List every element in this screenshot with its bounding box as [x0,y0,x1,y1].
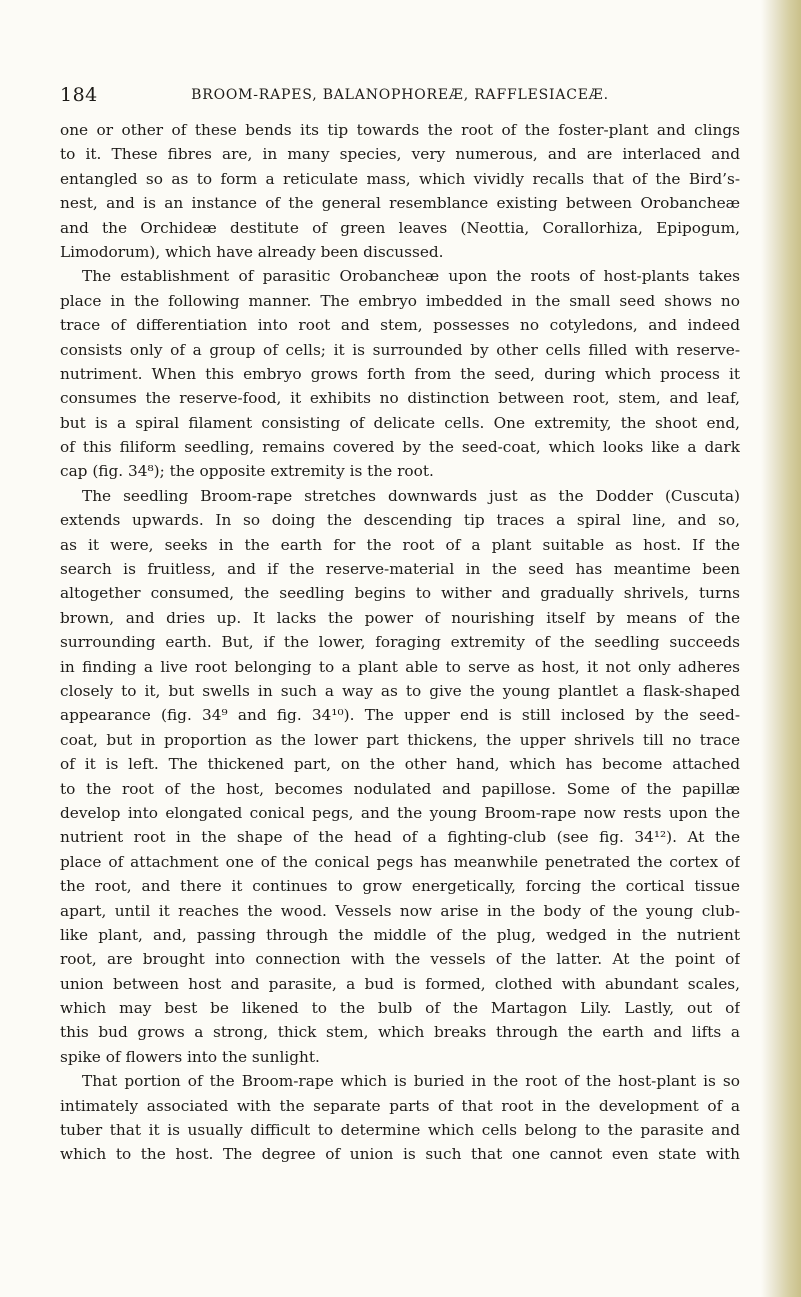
text-line: which may best be likened to the bulb of the Martagon Lily. Lastly, out of [60,999,740,1018]
text-line: appearance (fig. 34⁹ and fig. 34¹⁰). The upper end is still inclosed by the seed- [60,706,740,725]
text-line: as it were, seeks in the earth for the root of a plant suitable as host. If the [60,535,740,554]
text-line: brown, and dries up. It lacks the power of nourishing itself by means of the [60,608,740,627]
text-line: which to the host. The degree of union is such that one cannot even state with [60,1145,740,1164]
text-line: and the Orchideæ destitute of green leaves (Neottia, Corallorhiza, Epipogum, [60,218,740,237]
text-line: trace of differentiation into root and stem, possesses no cotyledons, and indeed [60,316,740,335]
text-line: consists only of a group of cells; it is surrounded by other cells filled with reserve- [60,340,740,359]
text-line: in finding a live root belonging to a plant able to serve as host, it not only adheres [60,657,740,676]
text-line: spike of flowers into the sunlight. [60,1047,320,1066]
text-line: search is fruitless, and if the reserve-material in the seed has meantime been [60,560,740,579]
text-line: of this filiform seedling, remains covered by the seed-coat, which looks like a dark [60,438,740,457]
text-line: tuber that it is usually difficult to determine which cells belong to the parasite and [60,1121,740,1140]
text-line: nutrient root in the shape of the head of a fighting-club (see fig. 34¹²). At the [60,828,740,847]
text-line: root, are brought into connection with the vessels of the latter. At the point of [60,950,740,969]
text-line: to it. These fibres are, in many species, very numerous, and are interlaced and [60,145,740,164]
text-line: the root, and there it continues to grow energetically, forcing the cortical tissue [60,877,740,896]
text-line: intimately associated with the separate parts of that root in the development of a [60,1096,740,1115]
text-line: altogether consumed, the seedling begins to wither and gradually shrivels, turns [60,584,740,603]
page-edge-shadow [761,0,801,1297]
text-line: surrounding earth. But, if the lower, foraging extremity of the seedling succeeds [60,633,740,652]
text-line: consumes the reserve-food, it exhibits no distinction between root, stem, and leaf, [60,389,740,408]
text-line: union between host and parasite, a bud is formed, clothed with abundant scales, [60,974,740,993]
paragraph-start: That portion of the Broom-rape which is buried in the root of the host-plant is so [82,1072,740,1091]
text-line: coat, but in proportion as the lower part thickens, the upper shrivels till no trace [60,730,740,749]
text-line: nutriment. When this embryo grows forth from the seed, during which process it [60,364,740,383]
text-line: extends upwards. In so doing the descending tip traces a spiral line, and so, [60,511,740,530]
text-line: place in the following manner. The embryo imbedded in the small seed shows no [60,291,740,310]
text-line: of it is left. The thickened part, on the other hand, which has become attached [60,755,740,774]
text-line: but is a spiral filament consisting of delicate cells. One extremity, the shoot end, [60,413,740,432]
text-line: one or other of these bends its tip towards the root of the foster-plant and clings [60,121,740,139]
text-line: to the root of the host, becomes nodulated and papillose. Some of the papillæ [60,779,740,798]
paragraph-start: The seedling Broom-rape stretches downwards just as the Dodder (Cuscuta) [82,486,740,505]
text-line: this bud grows a strong, thick stem, which breaks through the earth and lifts a [60,1023,740,1042]
page-header [60,84,740,110]
text-line: closely to it, but swells in such a way as to give the young plantlet a flask-shaped [60,681,740,700]
text-line: like plant, and, passing through the middle of the plug, wedged in the nutrient [60,925,740,944]
text-line: Limodorum), which have already been discussed. [60,242,444,261]
page-number: 184 [60,84,98,106]
text-line: apart, until it reaches the wood. Vessels now arise in the body of the young club- [60,901,740,920]
running-head: BROOM-RAPES, BALANOPHOREÆ, RAFFLESIACEÆ. [191,87,609,103]
paragraph-start: The establishment of parasitic Orobancheæ upon the roots of host-plants takes [82,267,740,286]
text-line: place of attachment one of the conical pegs has meanwhile penetrated the cortex of [60,852,740,871]
text-line: develop into elongated conical pegs, and the young Broom-rape now rests upon the [60,803,740,822]
text-line: nest, and is an instance of the general resemblance existing between Orobancheæ [60,194,740,213]
text-line: entangled so as to form a reticulate mass, which vividly recalls that of the Bird’s- [60,169,740,188]
body-text [60,118,740,1167]
text-line: cap (fig. 34⁸); the opposite extremity is the root. [60,462,434,481]
